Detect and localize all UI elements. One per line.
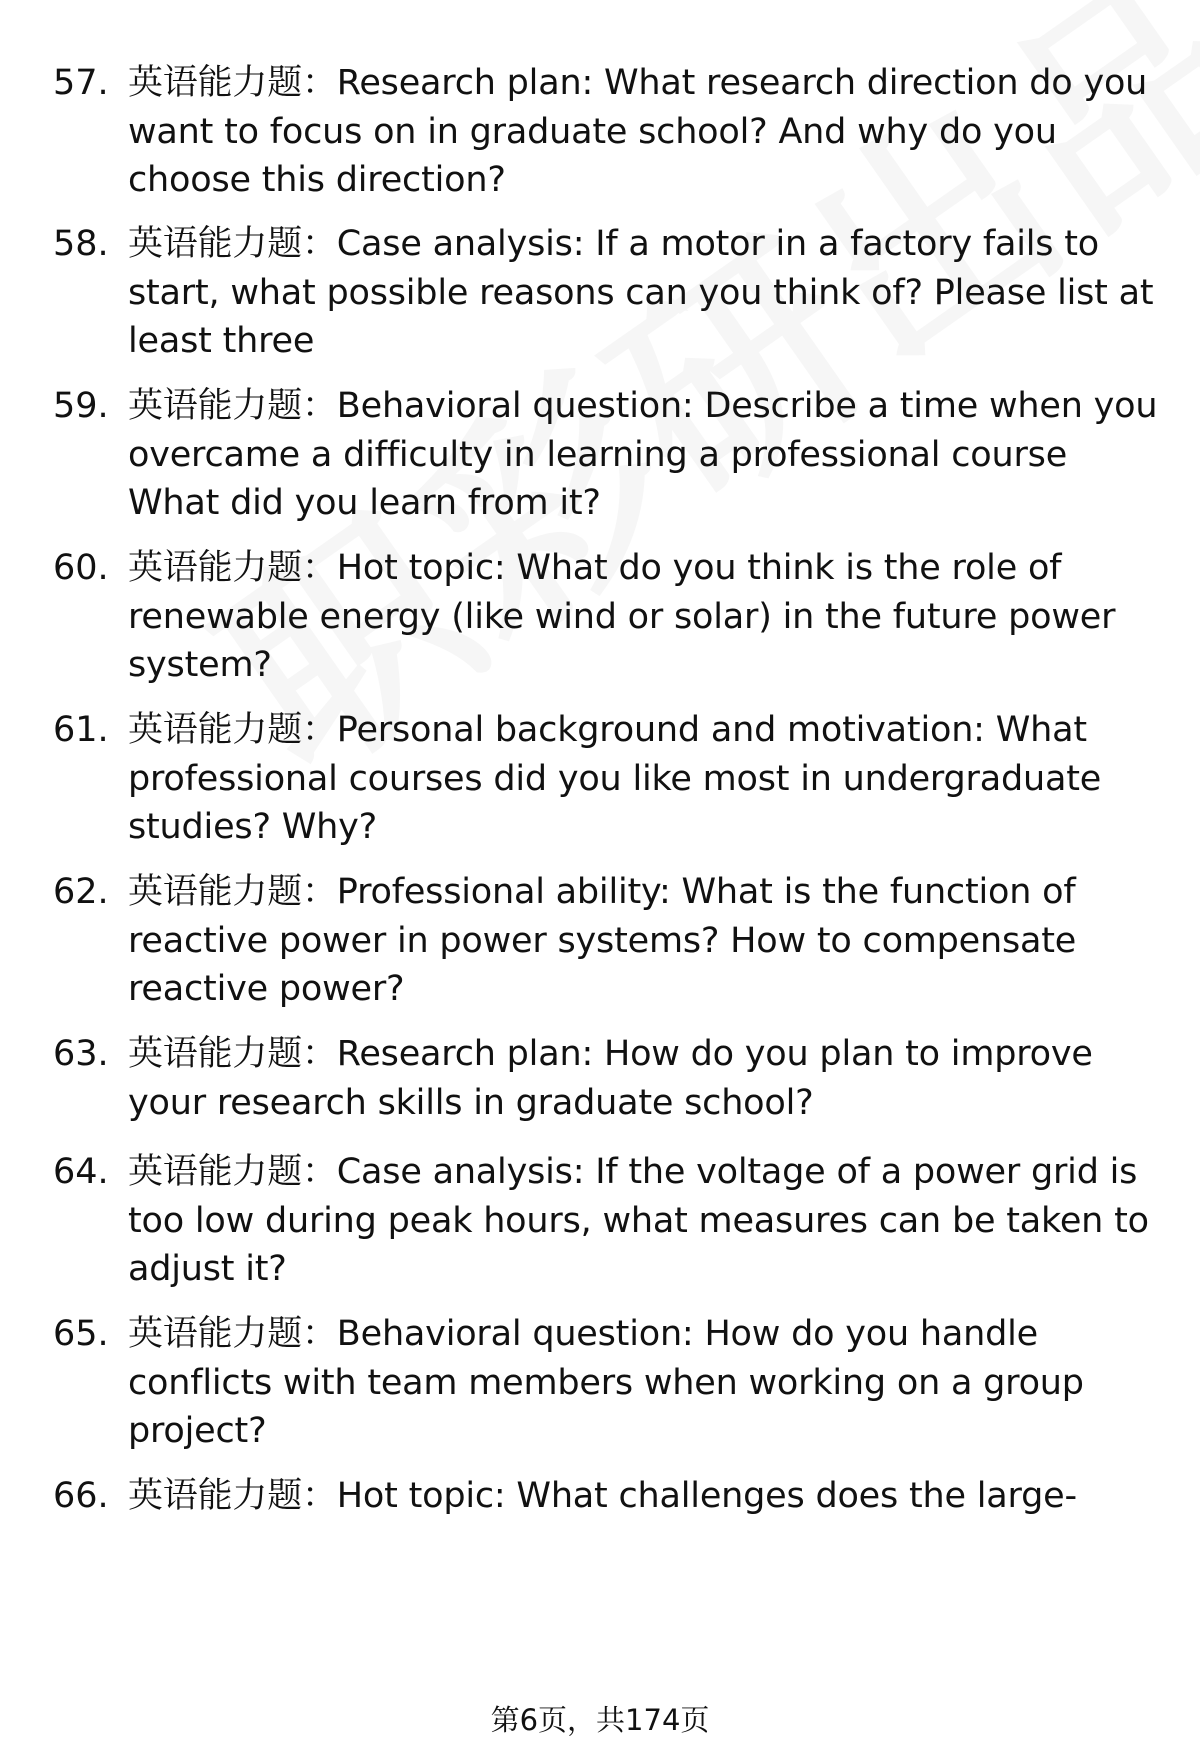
question-line: renewable energy (like wind or solar) in the future power (128, 596, 1116, 637)
question-line: want to focus on in graduate school? And why do you (128, 111, 1057, 152)
question-number: 59. (53, 386, 109, 426)
question-text (128, 1472, 1158, 1521)
question-line: 英语能力题：Personal background and motivation: What (128, 710, 1087, 750)
question-line: 英语能力题：Professional ability: What is the function of (128, 872, 1076, 912)
question-line: least three (128, 321, 315, 361)
question-line: What did you learn from it? (128, 483, 601, 523)
question-line: 英语能力题：Hot topic: What do you think is the role of (128, 548, 1062, 588)
question-line: studies? Why? (128, 807, 378, 847)
question-text (128, 382, 1158, 528)
question-line: 英语能力题：Research plan: How do you plan to improve (128, 1034, 1093, 1074)
question-line: reactive power? (128, 969, 405, 1009)
question-text (128, 1148, 1158, 1294)
question-text (128, 868, 1158, 1014)
question-line: reactive power in power systems? How to compensate (128, 920, 1077, 961)
question-line: 英语能力题：Hot topic: What challenges does the large- (128, 1476, 1077, 1516)
question-text (128, 1310, 1158, 1456)
question-number: 64. (53, 1152, 109, 1192)
question-text (128, 544, 1158, 690)
question-line: overcame a difficulty in learning a professional course (128, 434, 1068, 475)
question-line: project? (128, 1411, 267, 1451)
question-text (128, 59, 1158, 205)
question-line: 英语能力题：Case analysis: If the voltage of a power grid is (128, 1152, 1138, 1192)
question-line: start, what possible reasons can you think of? Please list at (128, 272, 1154, 313)
question-number: 57. (53, 63, 109, 103)
question-number: 66. (53, 1476, 109, 1516)
question-line: 英语能力题：Behavioral question: Describe a time when you (128, 386, 1158, 426)
question-line: professional courses did you like most in undergraduate (128, 758, 1102, 799)
question-line: your research skills in graduate school? (128, 1082, 814, 1123)
question-line: adjust it? (128, 1249, 287, 1289)
question-line: conflicts with team members when working on a group (128, 1362, 1084, 1403)
question-line: 英语能力题：Case analysis: If a motor in a factory fails to (128, 224, 1100, 264)
question-line: choose this direction? (128, 160, 506, 200)
question-line: system? (128, 645, 272, 685)
question-line: too low during peak hours, what measures can be taken to (128, 1200, 1149, 1241)
question-text (128, 706, 1158, 852)
question-number: 62. (53, 872, 109, 912)
question-number: 58. (53, 224, 109, 264)
question-number: 60. (53, 548, 109, 588)
question-number: 63. (53, 1034, 109, 1074)
question-text (128, 220, 1158, 366)
question-line: 英语能力题：Research plan: What research direction do you (128, 63, 1148, 103)
page-footer: 第6页，共174页 (490, 1703, 710, 1737)
question-number: 65. (53, 1314, 109, 1354)
question-line: 英语能力题：Behavioral question: How do you handle (128, 1314, 1039, 1354)
question-text (128, 1030, 1158, 1127)
question-number: 61. (53, 710, 109, 750)
